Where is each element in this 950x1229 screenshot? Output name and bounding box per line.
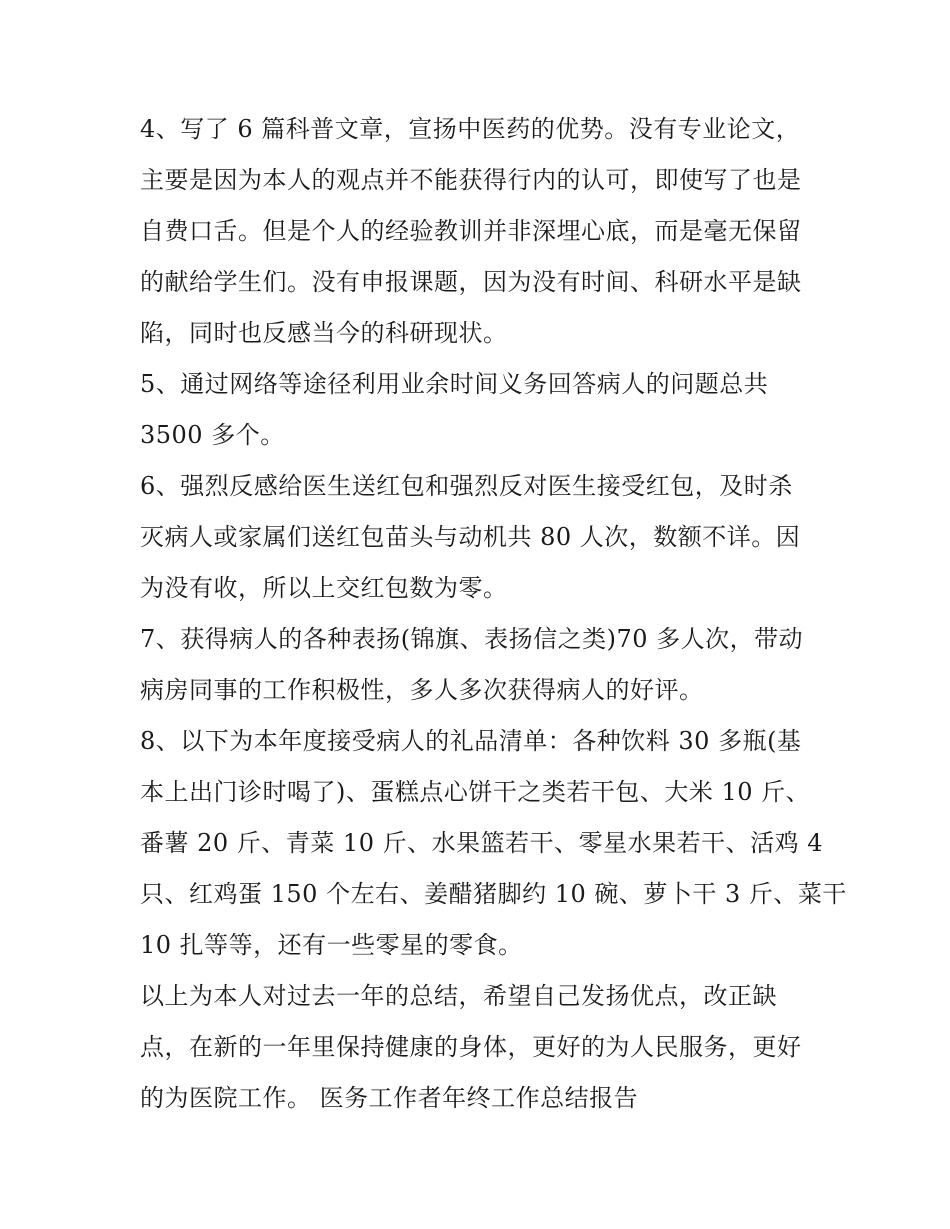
text-line: 10 扎等等，还有一些零星的零食。	[140, 931, 523, 959]
text-line: 本上出门诊时喝了)、蛋糕点心饼干之类若干包、大米 10 斤、	[140, 778, 811, 806]
text-line: 以上为本人对过去一年的总结，希望自己发扬优点，改正缺	[140, 982, 777, 1010]
text-line: 为没有收，所以上交红包数为零。	[140, 574, 508, 602]
document-body	[140, 104, 847, 1124]
text-line: 陷，同时也反感当今的科研现状。	[140, 319, 508, 347]
text-line: 的为医院工作。 医务工作者年终工作总结报告	[140, 1084, 639, 1112]
text-line: 自费口舌。但是个人的经验教训并非深埋心底，而是毫无保留	[140, 217, 802, 245]
paragraph-item-5	[140, 359, 820, 461]
text-line: 4、写了 6 篇科普文章，宣扬中医药的优势。没有专业论文，	[140, 115, 801, 143]
text-line: 5、通过网络等途径利用业余时间义务回答病人的问题总共	[140, 370, 769, 398]
text-line: 病房同事的工作积极性，多人多次获得病人的好评。	[140, 676, 704, 704]
text-line: 灭病人或家属们送红包苗头与动机共 80 人次，数额不详。因	[140, 523, 801, 551]
text-line: 的献给学生们。没有申报课题，因为没有时间、科研水平是缺	[140, 268, 802, 296]
paragraph-item-8	[140, 716, 847, 971]
paragraph-item-7	[140, 614, 820, 716]
text-line: 点，在新的一年里保持健康的身体，更好的为人民服务，更好	[140, 1033, 802, 1061]
text-line: 6、强烈反感给医生送红包和强烈反对医生接受红包，及时杀	[140, 472, 793, 500]
text-line: 8、以下为本年度接受病人的礼品清单：各种饮料 30 多瓶(基	[140, 727, 802, 755]
text-line: 只、红鸡蛋 150 个左右、姜醋猪脚约 10 碗、萝卜干 3 斤、菜干	[140, 880, 847, 908]
text-line: 主要是因为本人的观点并不能获得行内的认可，即使写了也是	[140, 166, 802, 194]
paragraph-item-4	[140, 104, 820, 359]
paragraph-conclusion	[140, 971, 820, 1124]
text-line: 3500 多个。	[140, 421, 285, 449]
text-line: 7、获得病人的各种表扬(锦旗、表扬信之类)70 多人次，带动	[140, 625, 804, 653]
paragraph-item-6	[140, 461, 820, 614]
text-line: 番薯 20 斤、青菜 10 斤、水果篮若干、零星水果若干、活鸡 4	[140, 829, 823, 857]
